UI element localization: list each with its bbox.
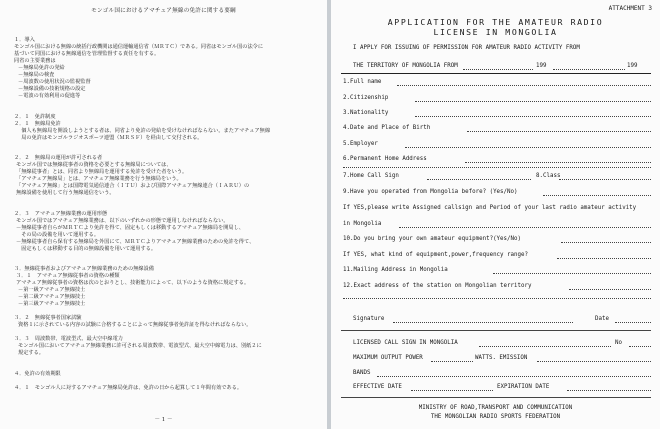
japanese-text-line: －無線従事者自らがＭＲＴＣより免許を得て、固定もしくは移動するアマチュア無線局を開局し、: [16, 225, 244, 231]
no-label: No: [615, 340, 622, 346]
form-field-blank[interactable]: [467, 131, 651, 132]
form-field-label: If YES,please write Assigned callsign and Period of your last radio amateur activity: [343, 205, 637, 211]
official-rule-bottom: [341, 397, 651, 398]
watts-label: WATTS. EMISSION: [475, 355, 528, 361]
japanese-text-line: 局の免許はモンゴルラジオスポーツ連盟（ＭＲＳＦ）を経由して交付される。: [16, 135, 203, 141]
japanese-text-line: ２．１ 無線局免許: [14, 121, 61, 127]
no-blank[interactable]: [629, 346, 651, 347]
japanese-text-line: ３．２ 無線従事者国家試験: [14, 315, 82, 321]
form-title-line-1: APPLICATION FOR THE AMATEUR RADIO: [387, 17, 604, 27]
form-field-label: If YES, what kind of equipment,power,frequency range?: [343, 252, 528, 258]
form-field-label: 2.Citizenship: [343, 95, 389, 101]
form-field-blank[interactable]: [415, 116, 651, 117]
emission-blank[interactable]: [537, 361, 651, 362]
japanese-text-line: アマチュア無線従事者の資格は次のとおりとし、技術能力によって、以下のような資格に規定する。: [16, 280, 250, 286]
japanese-text-line: ３．１ アマチュア無線従事者の資格の種類: [16, 273, 120, 279]
form-field-blank[interactable]: [397, 85, 651, 86]
japanese-text-line: モンゴル国では無線従事者の資格を必要とする無線局については、: [16, 162, 172, 168]
form-field-blank[interactable]: [569, 289, 651, 290]
japanese-text-line: －第二級アマチュア無線技士: [18, 294, 86, 300]
attachment-label: ATTACHMENT 3: [608, 5, 652, 12]
japanese-text-line: その局の設備を用いて運用する。: [16, 232, 100, 238]
signature-label: Signature: [353, 316, 385, 322]
official-rule-top: [341, 330, 651, 331]
japanese-text-line: 「アマチュア無線」とは国際電気通信連合（ＩＴＵ）および国際アマチュア無線連合（ＩＡＲＵ）の: [16, 183, 250, 189]
japanese-text-line: 個人も無線局を開設しようとする者は、同省より免許の発給を受けなければならない。またアマチュア無線: [16, 128, 271, 134]
form-extra-blank[interactable]: [343, 167, 651, 168]
japanese-text-line: 同省の主要業務は: [14, 58, 56, 64]
japanese-text-line: －無線設備の技術規格の設定: [18, 86, 86, 92]
form-field-label: 3.Nationality: [343, 110, 389, 116]
form-field-label: 7.Home Call Sign: [343, 173, 399, 179]
form-field-label: 11.Mailing Address in Mongolia: [343, 267, 448, 273]
intro-line-2: THE TERRITORY OF MONGOLIA FROM: [353, 63, 458, 69]
japanese-text-line: －周波数の使用状況の監視監督: [18, 79, 91, 85]
japanese-text-line: モンゴル国ではアマチュア無線業務は、以下のいずれかの形態で運用しなければならない。: [16, 218, 229, 224]
callsign-blank[interactable]: [479, 346, 611, 347]
japanese-text-line: 資格１に示されている内容の試験に合格することによって無線従事者免許証を得なければならない。: [18, 322, 252, 328]
page-number: － 1 －: [154, 417, 173, 423]
signature-blank[interactable]: [393, 322, 573, 323]
expiration-date-blank[interactable]: [567, 390, 651, 391]
callsign-label: LICENSED CALL SIGN IN MONGOLIA: [353, 340, 458, 346]
japanese-text-line: －無線局の検査: [18, 72, 55, 78]
to-date-blank[interactable]: [553, 69, 625, 70]
effective-date-blank[interactable]: [411, 390, 493, 391]
intro-year-1: 199: [536, 63, 547, 69]
japanese-text-line: 「アマチュア無線局」とは、アマチュア無線業務を行う無線局をいう。: [16, 176, 182, 182]
application-form-page: [331, 0, 660, 429]
japanese-text-line: －無線局免許の発給: [18, 65, 65, 71]
japanese-text-line: モンゴル国における無線の統括行政機関は通信運輸通信省（ＭＲＴＣ）である。同省はモンゴル国の法令に: [14, 44, 264, 50]
form-field-blank[interactable]: [543, 195, 651, 196]
japanese-text-line: 「無線従事者」とは、同省より無線局を運用する免許を受けた者をいう。: [16, 169, 188, 175]
form-field-label: 1.Full name: [343, 79, 382, 85]
japanese-text-line: ２．１ 免許制度: [14, 114, 56, 120]
expiration-date-label: EXPIRATION DATE: [497, 384, 550, 390]
japanese-guidelines-page: [0, 0, 327, 429]
date-blank[interactable]: [615, 322, 651, 323]
form-field-label: 10.Do you bring your own amateur equipment?(Yes/No): [343, 236, 521, 242]
japanese-text-line: ３．３ 周波数帯、電波型式、最大空中線電力: [14, 336, 123, 342]
japanese-text-line: －電波の有効利用の促進等: [18, 93, 81, 99]
japanese-text-line: ２．３ アマチュア無線業務の運用形態: [14, 211, 108, 217]
power-label: MAXIMUM OUTPUT POWER: [353, 355, 423, 361]
japanese-text-line: ４．免許の有効期限: [14, 371, 61, 377]
japanese-text-line: １．導入: [14, 37, 35, 43]
form-field-blank[interactable]: [415, 101, 651, 102]
japanese-text-line: 無線設備を使用して行う無線通信をいう。: [16, 190, 115, 196]
form-field-label: 9.Have you operated from Mongolia before? (Yes/No): [343, 189, 518, 195]
footer-ministry: MINISTRY OF ROAD,TRANSPORT AND COMMUNICATION: [418, 405, 573, 411]
footer-federation: THE MONGOLIAN RADIO SPORTS FEDERATION: [430, 414, 561, 420]
from-date-blank[interactable]: [463, 69, 533, 70]
intro-line-1: I APPLY FOR ISSUING OF PERMISSION FOR AMATEUR RADIO ACTIVITY FROM: [353, 45, 580, 51]
date-label: Date: [595, 316, 609, 322]
form-field-blank[interactable]: [427, 179, 531, 180]
form-title-line-2: LICENSE IN MONGOLIA: [433, 27, 558, 37]
japanese-text-line: －第一級アマチュア無線技士: [18, 287, 86, 293]
header-rule: [341, 73, 651, 74]
form-extra-blank[interactable]: [343, 298, 651, 299]
japanese-text-line: －第三級アマチュア無線技士: [18, 301, 86, 307]
japanese-text-line: 規定する。: [18, 350, 44, 356]
japanese-text-line: 固定もしくは移動する目的の無線設備を用いて運用する。: [16, 246, 157, 252]
form-field-blank[interactable]: [493, 273, 651, 274]
form-field-blank[interactable]: [561, 242, 651, 243]
class-label: 8.Class: [536, 173, 561, 179]
form-field-blank[interactable]: [405, 147, 651, 148]
power-blank[interactable]: [431, 361, 473, 362]
bands-label: BANDS: [353, 370, 371, 376]
form-field-blank[interactable]: [465, 162, 651, 163]
japanese-text-line: 基づいて同国における無線通信を管理監督する責任を有する。: [14, 51, 160, 57]
japanese-text-line: －無線従事者自ら保有する無線局を外国にて、ＭＲＴＣよりアマチュア無線業務のための免許を得て、: [16, 239, 255, 245]
form-field-label: 6.Permanent Home Address: [343, 156, 427, 162]
class-blank[interactable]: [559, 179, 651, 180]
form-field-label: 12.Exact address of the station on Mongolian territory: [343, 283, 532, 289]
intro-year-2: 199: [627, 63, 638, 69]
japanese-text-line: モンゴル国においてアマチュア無線業務に許可される周波数帯、電波型式、最大空中線電力は、別紙２に: [18, 343, 262, 349]
bands-blank[interactable]: [377, 376, 651, 377]
form-field-blank[interactable]: [557, 258, 651, 259]
form-field-label: in Mongolia: [343, 221, 382, 227]
japanese-page-title: モンゴル国におけるアマチュア無線の免許に関する要綱: [91, 8, 236, 14]
effective-date-label: EFFECTIVE DATE: [353, 384, 402, 390]
japanese-text-line: ２．２ 無線局の運用が許可される者: [14, 155, 103, 161]
japanese-text-line: ３．無線従事者およびアマチュア無線業務のための無線設備: [14, 266, 154, 272]
form-field-blank[interactable]: [399, 227, 651, 228]
form-field-label: 4.Date and Place of Birth: [343, 125, 431, 131]
form-field-label: 5.Employer: [343, 141, 378, 147]
japanese-text-line: ４．１ モンゴル人に対するアマチュア無線局免許は、免許の日から起算して１年間有効である。: [14, 385, 243, 391]
